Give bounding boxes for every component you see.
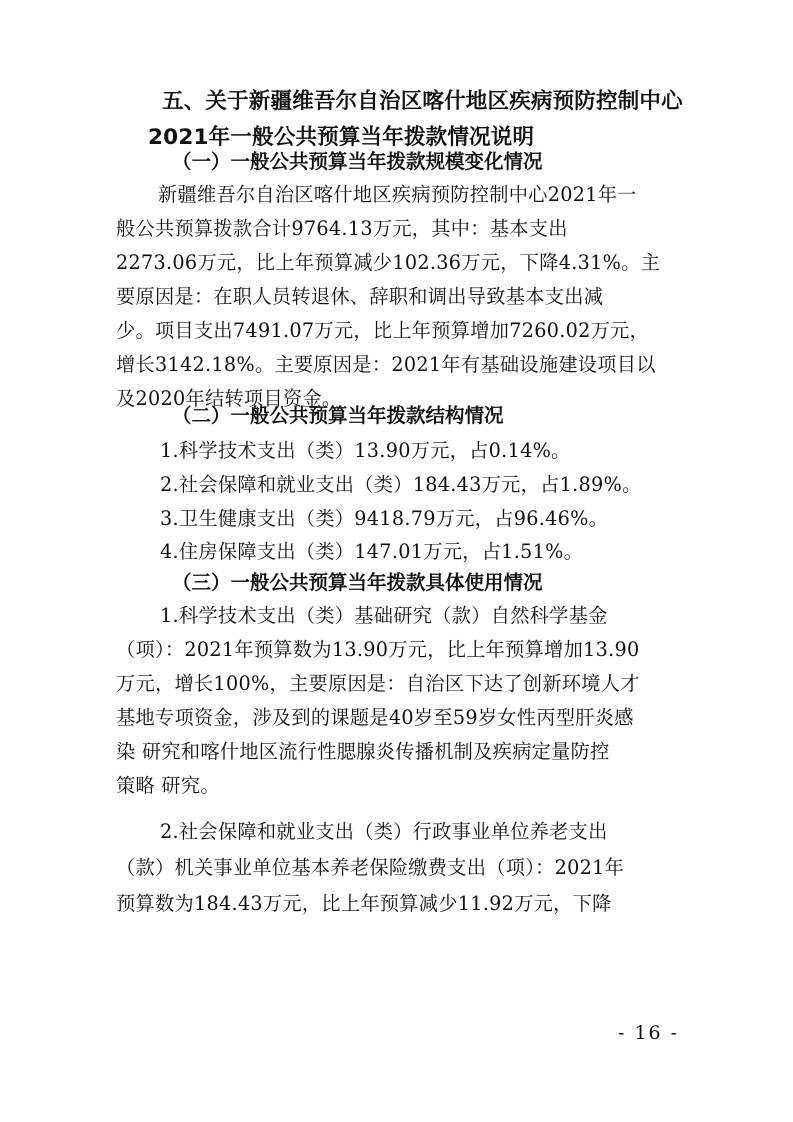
paragraph-line: （项）：2021年预算数为13.90万元，比上年预算增加13.90 [116,638,640,661]
paragraph-line: 染 研究和喀什地区流行性腮腺炎传播机制及疾病定量防控 [116,740,610,763]
title-line-1: 五、关于新疆维吾尔自治区喀什地区疾病预防控制中心 [162,89,683,114]
paragraph-line: 策略 研究。 [116,774,220,797]
section-3-heading: （三）一般公共预算当年拨款具体使用情况 [172,571,543,594]
section-1-paragraph [116,178,696,416]
paragraph-line: 基地专项资金，涉及到的课题是40岁至59岁女性丙型肝炎感 [116,706,634,729]
paragraph-line: 2.社会保障和就业支出（类）行政事业单位养老支出 [160,820,608,843]
structure-item: 1.科学技术支出（类）13.90万元，占0.14%。 [160,439,571,462]
paragraph-line: 新疆维吾尔自治区喀什地区疾病预防控制中心2021年一 [158,183,637,206]
structure-item: 4.住房保障支出（类）147.01万元，占1.51%。 [160,540,584,563]
page-number: - 16 - [618,1022,680,1044]
section-3-paragraph-2 [116,814,696,922]
paragraph-line: 预算数为184.43万元，比上年预算减少11.92万元，下降 [116,892,612,915]
paragraph-line: 1.科学技术支出（类）基础研究（款）自然科学基金 [160,604,608,627]
document-title [148,84,708,156]
paragraph-line: （款）机关事业单位基本养老保险缴费支出（项）：2021年 [116,856,625,879]
paragraph-line: 要原因是：在职人员转退休、辞职和调出导致基本支出减 [116,285,604,308]
paragraph-line: 万元，增长100%，主要原因是：自治区下达了创新环境人才 [116,672,640,695]
section-3-paragraph-1 [116,599,696,803]
paragraph-line: 少。项目支出7491.07万元，比上年预算增加7260.02万元， [116,319,650,342]
paragraph-line: 般公共预算拨款合计9764.13万元，其中：基本支出 [116,217,568,240]
paragraph-line: 2273.06万元，比上年预算减少102.36万元，下降4.31%。主 [116,251,661,274]
section-2-heading: （二）一般公共预算当年拨款结构情况 [172,404,504,427]
structure-item: 3.卫生健康支出（类）9418.79万元，占96.46%。 [160,507,609,530]
section-1-heading: （一）一般公共预算当年拨款规模变化情况 [172,150,543,173]
paragraph-line: 增长3142.18%。主要原因是：2021年有基础设施建设项目以 [116,353,656,376]
paragraph-line: 及2020年结转项目资金。 [116,387,342,410]
structure-item: 2.社会保障和就业支出（类）184.43万元，占1.89%。 [160,473,642,496]
title-line-2: 2021年一般公共预算当年拨款情况说明 [148,125,535,150]
